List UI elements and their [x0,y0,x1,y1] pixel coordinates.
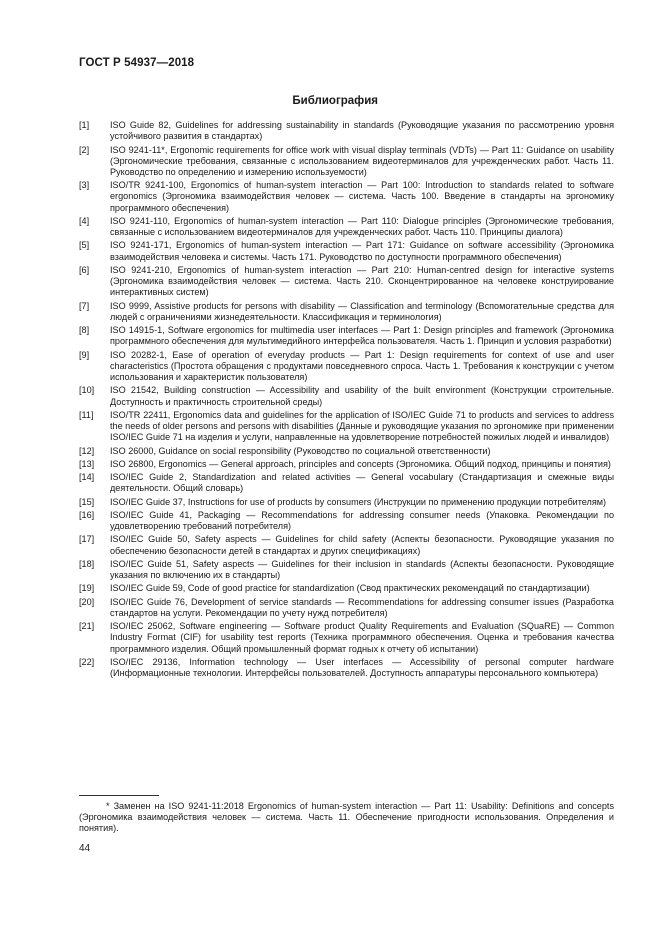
reference-number: [7] [79,300,90,311]
reference-number: [1] [79,120,90,130]
page-number: 44 [79,843,91,854]
document-header: ГОСТ Р 54937—2018 [79,57,195,69]
reference-text: ISO 20282-1, Ease of operation of everyday products — Part 1: Design requirements for context of use and user characteristics (Простота обращения с продуктами повседневного спроса. Часть 1. Требования к конструкции с учетом использования и характеристик пользователя) [110,349,614,383]
reference-item [79,240,614,262]
reference-text: ISO 14915-1, Software ergonomics for multimedia user interfaces — Part 1: Design principles and framework (Эргономика программного обеспечения для мультимедийного интерфейса пользователя. Часть 1. Принцип и условия разработки) [110,325,614,347]
bibliography-list [79,120,614,681]
reference-number: [15] [79,496,95,507]
section-title-wrapper [0,91,661,109]
reference-item [79,216,614,238]
reference-text: ISO Guide 82, Guidelines for addressing sustainability in standards (Руководящие указания по рассмотрению уровня устойчивого развития в стандартах) [110,120,614,142]
reference-text: ISO 9999, Assistive products for persons with disability — Classification and terminology (Вспомогательные средства для людей с ограничениями жизнедеятельности. Классификация и терминология) [110,300,614,322]
reference-text: ISO/IEC Guide 50, Safety aspects — Guidelines for child safety (Аспекты безопасности. Руководящие указания по обеспечению безопасности детей в стандартах и других спецификациях) [110,534,614,556]
reference-text: ISO 9241-110, Ergonomics of human-system interaction — Part 110: Dialogue principles (Эргономические требования, связанные с использованием видеотерминалов для учрежденческих работ. Часть 110. Принципы диалога) [110,215,614,238]
reference-text: ISO/IEC Guide 51, Safety aspects — Guidelines for their inclusion in standards (Аспекты безопасности. Руководящие указания по включению их в стандарты) [110,558,614,581]
reference-item [79,534,614,556]
reference-number: [5] [79,240,90,251]
reference-text: ISO/IEC Guide 59, Code of good practice for standardization (Свод практических рекомендаций по стандартизации) [110,583,590,594]
reference-number: [2] [79,144,90,155]
reference-item [79,350,614,384]
reference-number: [3] [79,180,90,191]
reference-text: ISO/IEC Guide 37, Instructions for use of products by consumers (Инструкции по применению продукции потребителям) [110,496,607,507]
reference-item [79,301,614,323]
reference-text: ISO 9241-210, Ergonomics of human-system interaction — Part 210: Human-centred design for interactive systems (Эргономика взаимодействия человек — система. Часть 210. Сконцентрированное на человеке конструирование интерактивных систем) [110,264,614,298]
reference-number: [12] [79,445,95,456]
reference-text: ISO 26000, Guidance on social responsibility (Руководство по социальной ответственности) [110,445,491,456]
reference-item [79,657,614,679]
reference-number: [11] [79,409,94,420]
reference-item [79,145,614,179]
reference-item [79,597,614,619]
reference-number: [14] [79,472,95,483]
reference-number: [13] [79,458,95,469]
reference-number: [10] [79,385,95,396]
reference-number: [9] [79,349,90,360]
reference-number: [4] [79,215,90,226]
reference-number: [21] [79,621,95,632]
reference-number: [6] [79,264,90,275]
reference-item [79,459,614,470]
reference-number: [17] [79,534,95,545]
reference-item [79,325,614,347]
reference-text: ISO/IEC 29136, Information technology — User interfaces — Accessibility of personal computer hardware (Информационные технологии. Интерфейсы пользователей. Доступность аппаратуры персонального компьютера) [110,656,614,679]
reference-number: [8] [79,325,90,336]
reference-item [79,510,614,532]
reference-item [79,446,614,457]
footnote: * Заменен на ISO 9241-11:2018 Ergonomics of human-system interaction — Part 11: Usability: Definitions and concepts (Эргономика взаимодействия человек — система. Часть 11. Обеспечение пригодности использования. Определения и понятия). [79,801,614,834]
reference-text: ISO 21542, Building construction — Accessibility and usability of the built environment (Конструкции строительные. Доступность и практичность строительной среды) [110,385,614,407]
reference-text: ISO/IEC Guide 2, Standardization and related activities — General vocabulary (Стандартизация и смежные виды деятельности. Общий словарь) [110,472,614,494]
footnote-divider [79,795,159,796]
reference-item [79,559,614,581]
reference-text: ISO/IEC 25062, Software engineering — Software product Quality Requirements and Evaluation (SQuaRE) — Common Industry Format (CIF) for usability test reports (Техника программного обеспечения. Оценка и требования качества программного изделия. Общий промышленный формат годных к отчету об испытании) [110,621,614,654]
reference-item [79,265,614,299]
reference-text: ISO 9241-171, Ergonomics of human-system interaction — Part 171: Guidance on software accessibility (Эргономика взаимодействия человека и системы. Часть 171. Руководство по доступности программного обеспечения) [110,240,614,262]
reference-number: [22] [79,656,95,667]
reference-item [79,410,614,444]
reference-number: [18] [79,558,95,569]
reference-item [79,472,614,494]
reference-text: ISO/TR 22411, Ergonomics data and guidelines for the application of ISO/IEC Guide 71 to products and services to address the needs of older persons and persons with disabilities (Данные и руководящие указания по эргономике при применении ISO/IEC Guide 71 на изделия и услуги, направленные на удовлетворение потребностей пожилых людей и инвалидов) [110,409,614,443]
reference-text: ISO/IEC Guide 41, Packaging — Recommendations for addressing consumer needs (Упаковка. Рекомендации по удовлетворению требований потребителя) [110,509,614,532]
reference-item [79,497,614,508]
reference-text: ISO 26800, Ergonomics — General approach, principles and concepts (Эргономика. Общий подход, принципы и понятия) [110,458,611,469]
reference-text: ISO/IEC Guide 76, Development of service standards — Recommendations for addressing consumer issues (Разработка стандартов на услуги. Рекомендации по учету нужд потребителя) [110,596,614,618]
reference-text: ISO/TR 9241-100, Ergonomics of human-system interaction — Part 100: Introduction to standards related to software ergonomics (Эргономика взаимодействия человек — система. Часть 100. Введение в стандарты на эргономику программного обеспечения) [110,180,614,213]
reference-item [79,180,614,214]
reference-item [79,621,614,655]
reference-number: [20] [79,596,95,607]
section-title: Библиография [292,95,378,107]
reference-item [79,385,614,407]
reference-number: [19] [79,583,95,594]
reference-number: [16] [79,509,95,520]
reference-item [79,120,614,142]
reference-text: ISO 9241-11*, Ergonomic requirements for office work with visual display terminals (VDTs) — Part 11: Guidance on usability (Эргономические требования, связанные с использованием видеотерминалов для учрежденческих работ. Часть 11. Руководство по определению и измерению используемости) [110,144,614,177]
reference-item [79,583,614,594]
